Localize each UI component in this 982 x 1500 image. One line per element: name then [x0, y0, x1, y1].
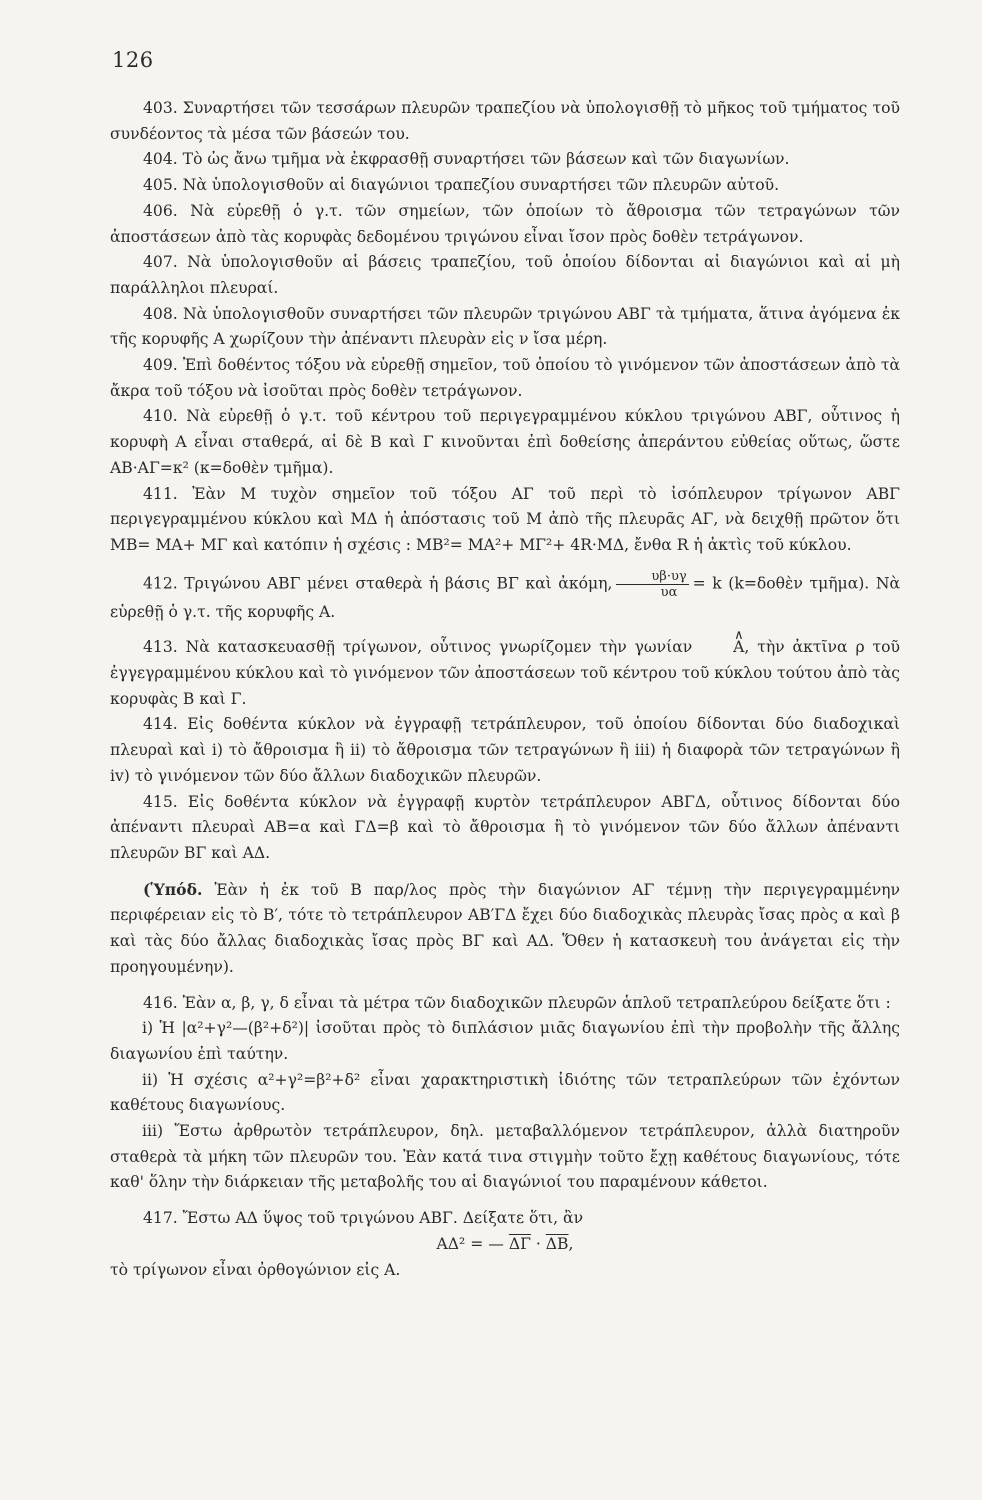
page-content — [110, 96, 900, 1283]
exercise-413 — [110, 635, 900, 712]
fraction — [616, 569, 688, 600]
exercise-416-part-i: i) Ἡ |α²+γ²—(β²+δ²)| ἰσοῦται πρὸς τὸ διπλάσιον μιᾶς διαγωνίου ἐπὶ τὴν προβολὴν τῆς ἄλλης διαγωνίου ἐπὶ ταύτην. — [110, 1019, 900, 1063]
exercise-417: 417. Ἔστω ΑΔ ὕψος τοῦ τριγώνου ΑΒΓ. Δείξατε ὅτι, ἂν — [143, 1209, 584, 1228]
fraction-numerator: υβ·υγ — [616, 569, 688, 585]
exercise-412-text-b: = k (k=δοθὲν τμῆμα). Νὰ εὑρεθῇ ὁ γ.τ. τῆς κορυφῆς Α. — [110, 574, 901, 621]
formula-segment-2: $\overline{\Delta B}$ — [545, 1234, 569, 1253]
exercise-416: 416. Ἐὰν α, β, γ, δ εἶναι τὰ μέτρα τῶν διαδοχικῶν πλευρῶν ἁπλοῦ τετραπλεύρου δείξατε ὅτι : — [143, 993, 891, 1012]
exercise-415: 415. Εἰς δοθέντα κύκλον νὰ ἐγγραφῇ κυρτὸν τετράπλευρον ΑΒΓΔ, οὗτινος δίδονται δύο ἀπέναντι πλευραὶ ΑΒ=α καὶ ΓΔ=β καὶ τὸ ἄθροισμα ἢ τὸ γινόμενον τῶν δύο ἄλλων ἀπέναντι πλευρῶν ΒΓ καὶ ΑΔ. — [110, 792, 900, 862]
angle-hat-symbol: ∧ Α — [700, 635, 744, 661]
exercise-415-hint — [110, 877, 900, 981]
formula-dot: · — [530, 1234, 546, 1253]
exercise-406: 406. Νὰ εὑρεθῇ ὁ γ.τ. τῶν σημείων, τῶν ὁποίων τὸ ἄθροισμα τῶν τετραγώνων τῶν ἀποστάσεων ἀπὸ τὰς κορυφὰς δεδομένου τριγώνου εἶναι ἴσον πρὸς δοθὲν τετράγωνον. — [110, 201, 900, 246]
fraction-denominator: υα — [660, 584, 678, 600]
exercise-414: 414. Εἰς δοθέντα κύκλον νὰ ἐγγραφῇ τετράπλευρον, τοῦ ὁποίου δίδονται δύο διαδοχικαὶ πλευραὶ καὶ i) τὸ ἄθροισμα ἢ ii) τὸ ἄθροισμα τῶν τετραγώνων ἢ iii) ἡ διαφορὰ τῶν τετραγώνων ἢ iv) τὸ γινόμενον τῶν δύο ἄλλων διαδοχικῶν πλευρῶν. — [110, 715, 900, 785]
hint-label: (Ὑπόδ. — [143, 879, 203, 899]
exercise-405: 405. Νὰ ὑπολογισθοῦν αἱ διαγώνιοι τραπεζίου συναρτήσει τῶν πλευρῶν αὐτοῦ. — [143, 176, 780, 195]
exercise-417-formula — [110, 1232, 900, 1258]
exercise-412-text-a: 412. Τριγώνου ΑΒΓ μένει σταθερὰ ἡ βάσις ΒΓ καὶ ἀκόμη, — [143, 574, 613, 593]
exercise-413-text-b: , τὴν ἀκτῖνα ρ τοῦ ἐγγεγραμμένου κύκλου καὶ τὸ γινόμενον τῶν ἀποστάσεων τοῦ κέντρου τοῦ κύκλου τούτου ἀπὸ τὰς κορυφὰς Β καὶ Γ. — [110, 638, 900, 708]
exercise-410: 410. Νὰ εὑρεθῇ ὁ γ.τ. τοῦ κέντρου τοῦ περιγεγραμμένου κύκλου τριγώνου ΑΒΓ, οὗτινος ἡ κορυφὴ Α εἶναι σταθερά, αἱ δὲ Β καὶ Γ κινοῦνται ἐπὶ δοθείσης ἀπεράντου εὐθείας οὕτως, ὥστε ΑΒ·ΑΓ=κ² (κ=δοθὲν τμῆμα). — [110, 407, 900, 477]
exercise-416-part-ii: ii) Ἡ σχέσις α²+γ²=β²+δ² εἶναι χαρακτηριστικὴ ἰδιότης τῶν τετραπλεύρων τῶν ἐχόντων καθέτους διαγωνίους. — [110, 1070, 900, 1115]
exercise-403: 403. Συναρτήσει τῶν τεσσάρων πλευρῶν τραπεζίου νὰ ὑπολογισθῇ τὸ μῆκος τοῦ τμήματος τοῦ συνδέοντος τὰ μέσα τῶν βάσεών του. — [110, 99, 900, 143]
exercise-416-part-iii: iii) Ἔστω ἀρθρωτὸν τετράπλευρον, δηλ. μεταβαλλόμενον τετράπλευρον, ἀλλὰ διατηροῦν σταθερὰ τὰ μήκη τῶν πλευρῶν του. Ἐὰν κατά τινα στιγμὴν τοῦτο ἔχῃ καθέτους διαγωνίους, τότε καθ' ὅλην τὴν διάρκειαν τῆς μεταβολῆς του αἱ διαγώνιοί του παραμένουν κάθετοι. — [110, 1122, 900, 1192]
formula-end: , — [568, 1234, 574, 1253]
formula-segment-1: $\overline{\Delta\Gamma}$ — [508, 1234, 531, 1253]
exercise-404: 404. Τὸ ὡς ἄνω τμῆμα νὰ ἐκφρασθῇ συναρτήσει τῶν βάσεων καὶ τῶν διαγωνίων. — [143, 150, 790, 169]
page-number: 126 — [112, 48, 154, 72]
exercise-411: 411. Ἐὰν Μ τυχὸν σημεῖον τοῦ τόξου ΑΓ τοῦ περὶ τὸ ἰσόπλευρον τρίγωνον ΑΒΓ περιγεγραμμένου κύκλου καὶ ΜΔ ἡ ἀπόστασις τοῦ Μ ἀπὸ τῆς πλευρᾶς ΑΓ, νὰ δειχθῇ πρῶτον ὅτι ΜΒ= ΜΑ+ ΜΓ καὶ κατόπιν ἡ σχέσις : ΜΒ²= ΜΑ²+ ΜΓ²+ 4R·ΜΔ, ἔνθα R ἡ ἀκτὶς τοῦ κύκλου. — [110, 484, 900, 554]
hint-text: Ἐὰν ἡ ἐκ τοῦ Β παρ/λος πρὸς τὴν διαγώνιον ΑΓ τέμνῃ τὴν περιγεγραμμένην περιφέρειαν εἰς τὸ Β′, τότε τὸ τετράπλευρον ΑΒ′ΓΔ ἔχει δύο διαδοχικὰς πλευρὰς ἴσας πρὸς α καὶ β καὶ τὰς δύο ἄλλας διαδοχικὰς ἴσας πρὸς ΒΓ καὶ ΑΔ. Ὅθεν ἡ κατασκευὴ του ἀνάγεται εἰς τὴν προηγουμένην). — [110, 880, 900, 976]
exercise-407: 407. Νὰ ὑπολογισθοῦν αἱ βάσεις τραπεζίου, τοῦ ὁποίου δίδονται αἱ διαγώνιοι καὶ αἱ μὴ παράλληλοι πλευραί. — [110, 253, 900, 297]
exercise-417-conclusion: τὸ τρίγωνον εἶναι ὀρθογώνιον εἰς Α. — [110, 1260, 401, 1279]
formula-left: ΑΔ² = — — [436, 1234, 504, 1253]
exercise-408: 408. Νὰ ὑπολογισθοῦν συναρτήσει τῶν πλευρῶν τριγώνου ΑΒΓ τὰ τμήματα, ἅτινα ἀγόμενα ἐκ τῆς κορυφῆς Α χωρίζουν τὴν ἀπέναντι πλευρὰν εἰς ν ἴσα μέρη. — [110, 304, 900, 349]
exercise-409: 409. Ἐπὶ δοθέντος τόξου νὰ εὑρεθῇ σημεῖον, τοῦ ὁποίου τὸ γινόμενον τῶν ἀποστάσεων ἀπὸ τὰ ἄκρα τοῦ τόξου νὰ ἰσοῦται πρὸς δοθὲν τετράγωνον. — [110, 356, 900, 400]
exercise-413-text-a: 413. Νὰ κατασκευασθῇ τρίγωνον, οὗτινος γνωρίζομεν τὴν γωνίαν — [143, 638, 693, 657]
exercise-412 — [110, 569, 900, 626]
